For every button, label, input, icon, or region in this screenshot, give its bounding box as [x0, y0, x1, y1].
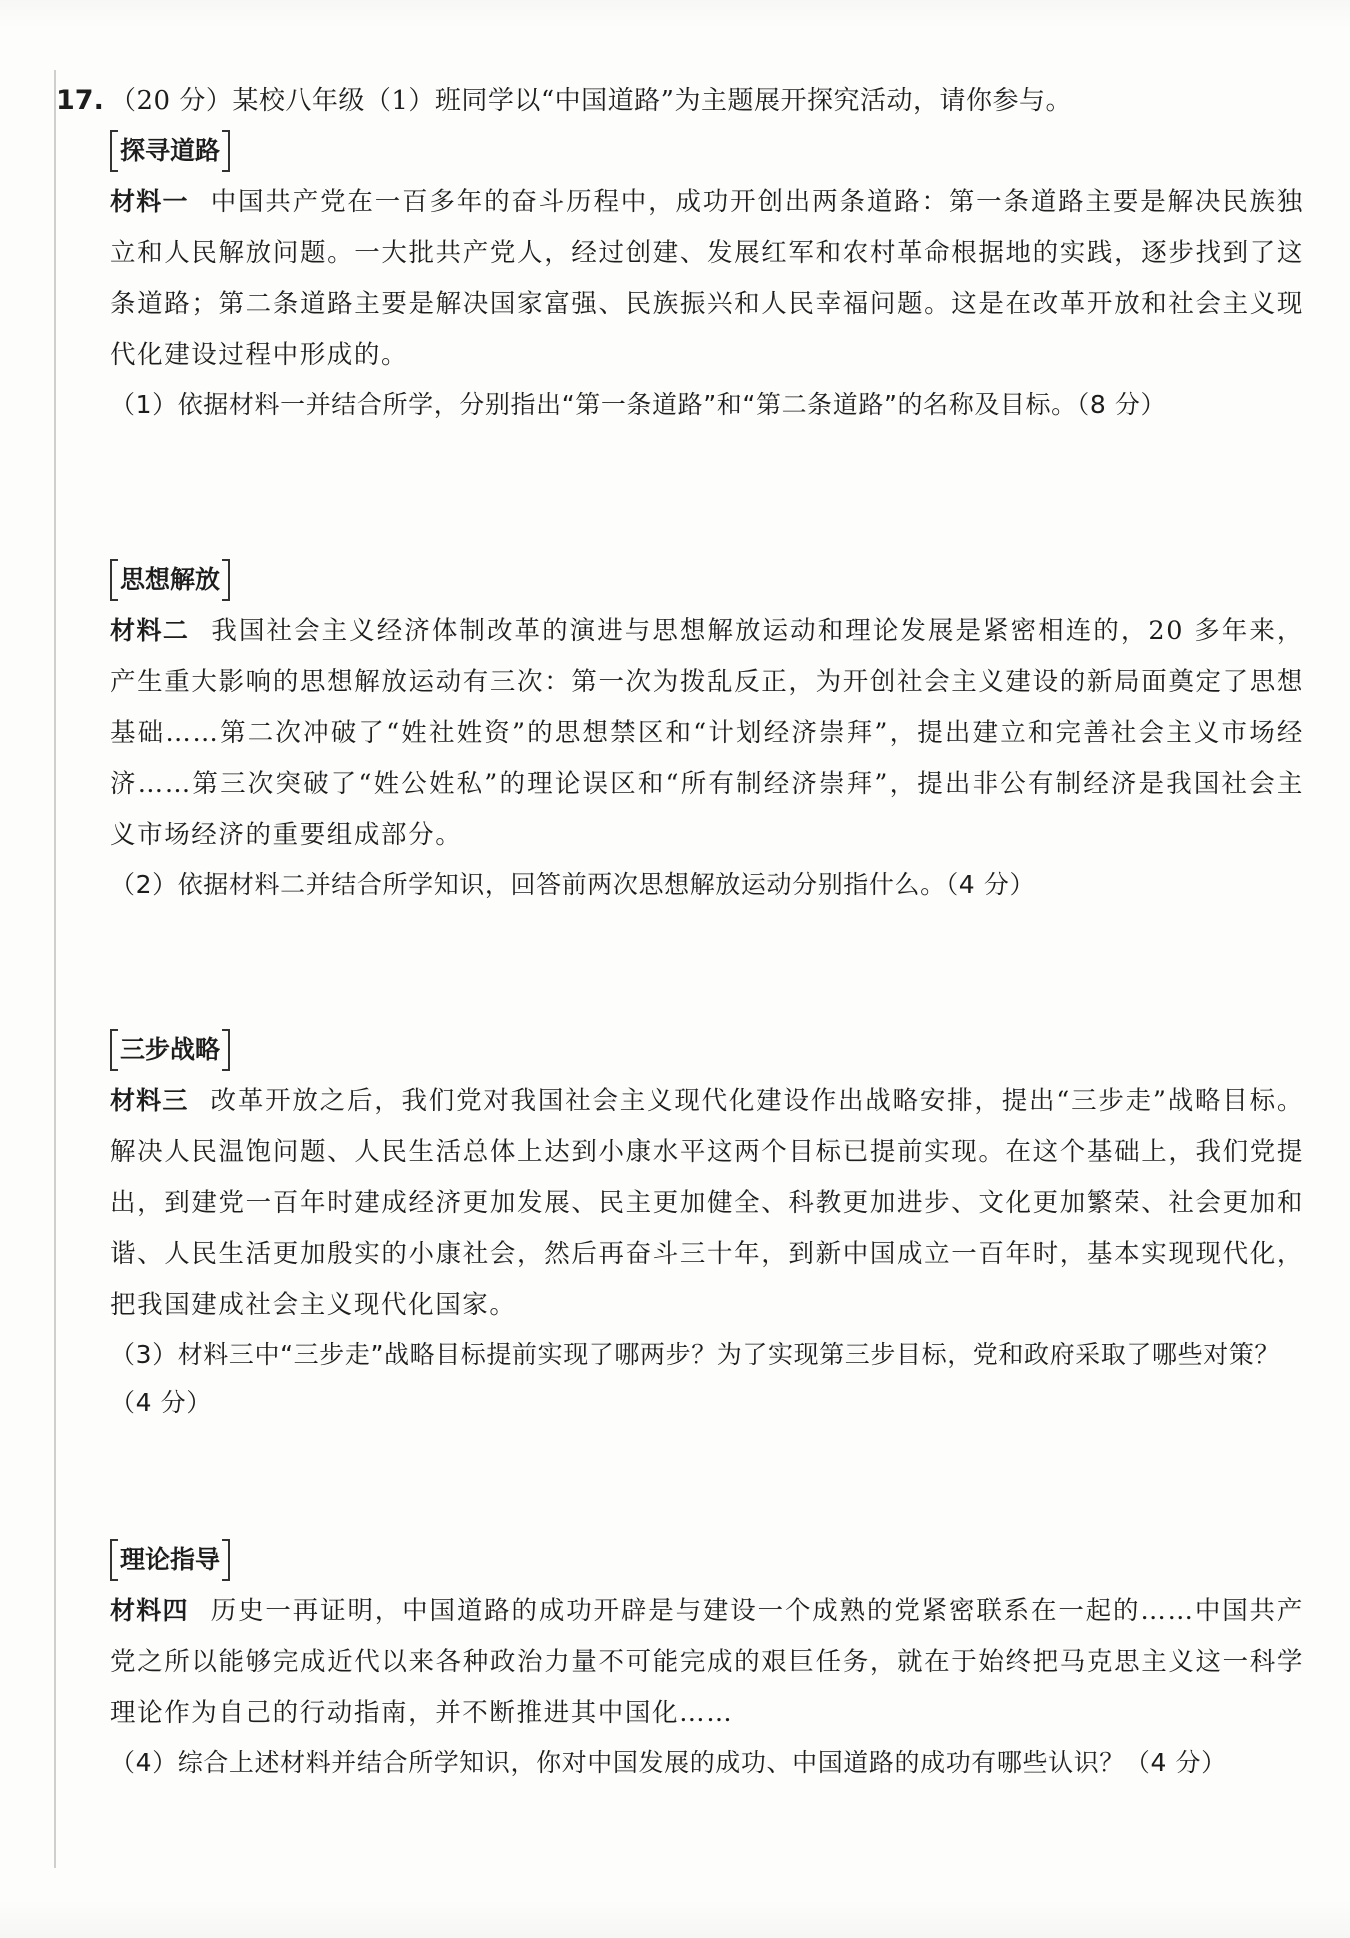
section-tag: 思想解放 — [110, 561, 230, 599]
answer-space[interactable] — [110, 429, 1304, 555]
sub-question: （3）材料三中“三步走”战略目标提前实现了哪两步？为了实现第三步目标，党和政府采取了哪些对策？（4 分） — [110, 1340, 1281, 1417]
material-label: 材料三 — [110, 1086, 189, 1115]
material-label: 材料二 — [110, 616, 190, 645]
question-17 — [56, 76, 1304, 1787]
material-body: 改革开放之后，我们党对我国社会主义现代化建设作出战略安排，提出“三步走”战略目标。解决人民温饱问题、人民生活总体上达到小康水平这两个目标已提前实现。在这个基础上，我们党提出，到建党一百年时建成经济更加发展、民主更加健全、科教更加进步、文化更加繁荣、社会更加和谐、人民生活更加殷实的小康社会，然后再奋斗三十年，到新中国成立一百年时，基本实现现代化，把我国建成社会主义现代化国家。 — [110, 1086, 1304, 1320]
section-explore-road — [56, 126, 1304, 555]
question-prompt: （20 分）某校八年级（1）班同学以“中国道路”为主题展开探究活动，请你参与。 — [110, 86, 1072, 116]
answer-space[interactable] — [110, 909, 1304, 1025]
section-tag: 三步战略 — [110, 1031, 230, 1069]
sub-question: （4）综合上述材料并结合所学知识，你对中国发展的成功、中国道路的成功有哪些认识？（4 分） — [110, 1748, 1227, 1777]
question-number: 17. — [56, 85, 104, 116]
material-text — [110, 605, 1304, 861]
section-tag: 理论指导 — [110, 1541, 230, 1579]
material-body: 中国共产党在一百多年的奋斗历程中，成功开创出两条道路：第一条道路主要是解决民族独立和人民解放问题。一大批共产党人，经过创建、发展红军和农村革命根据地的实践，逐步找到了这条道路；第二条道路主要是解决国家富强、民族振兴和人民幸福问题。这是在改革开放和社会主义现代化建设过程中形成的。 — [110, 187, 1304, 370]
material-text — [110, 176, 1304, 381]
section-theory-guidance — [56, 1535, 1304, 1787]
section-thought-liberation — [56, 555, 1304, 1025]
answer-space[interactable] — [110, 1427, 1304, 1535]
material-body: 我国社会主义经济体制改革的演进与思想解放运动和理论发展是紧密相连的，20 多年来，产生重大影响的思想解放运动有三次：第一次为拨乱反正，为开创社会主义建设的新局面奠定了思想基础……第二次冲破了“姓社姓资”的思想禁区和“计划经济崇拜”，提出建立和完善社会主义市场经济……第三次突破了“姓公姓私”的理论误区和“所有制经济崇拜”，提出非公有制经济是我国社会主义市场经济的重要组成部分。 — [110, 616, 1304, 850]
question-header — [56, 76, 1304, 126]
material-label: 材料四 — [110, 1596, 189, 1625]
section-tag: 探寻道路 — [110, 132, 230, 170]
section-three-step-strategy — [56, 1025, 1304, 1535]
sub-question: （2）依据材料二并结合所学知识，回答前两次思想解放运动分别指什么。（4 分） — [110, 870, 1036, 899]
material-text — [110, 1075, 1304, 1331]
material-label: 材料一 — [110, 187, 189, 216]
material-body: 历史一再证明，中国道路的成功开辟是与建设一个成熟的党紧密联系在一起的……中国共产党之所以能够完成近代以来各种政治力量不可能完成的艰巨任务，就在于始终把马克思主义这一科学理论作为自己的行动指南，并不断推进其中国化…… — [110, 1596, 1304, 1728]
sub-question: （1）依据材料一并结合所学，分别指出“第一条道路”和“第二条道路”的名称及目标。（8 分） — [110, 390, 1167, 419]
material-text — [110, 1585, 1304, 1739]
